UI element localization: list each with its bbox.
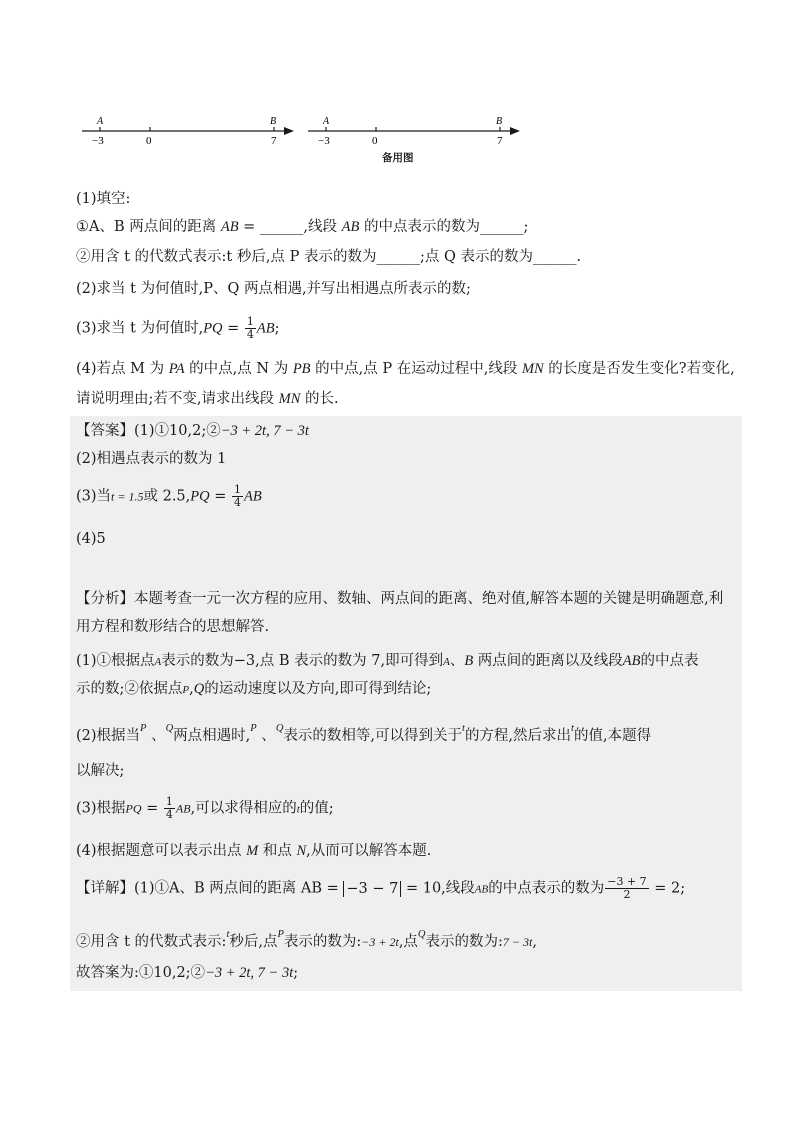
answer-part-4: (4)5 [76,531,106,547]
tick-label-b: 7 [497,135,503,147]
tick-label-zero: 0 [146,135,152,147]
number-line-2 [308,116,520,147]
question-part-3: (3)求当 t 为何值时,PQ = $\frac{1}{4}$ AB; [76,315,280,341]
question-part-1-heading: (1)填空: [76,191,131,207]
analysis-line-6: 以解决; [76,763,125,779]
analysis-line-5: (2)根据当$^P$ 、$^Q$两点相遇时,$^P$ 、$^Q$表示的数相等,可以得到关于$^t$的方程,然后求出$^t$的值,本题得 [76,723,652,744]
analysis-line-8: (4)根据题意可以表示出点 M 和点 N,从而可以解答本题. [76,843,432,859]
fraction: $\frac{1}{4}$ [233,483,241,509]
answer-part-2: (2)相遇点表示的数为 1 [76,451,227,467]
analysis-line-1: 【分析】本题考查一元一次方程的应用、数轴、两点间的距离、绝对值,解答本题的关键是明确题意,利 [76,591,724,607]
analysis-line-2: 用方程和数形结合的思想解答. [76,619,270,635]
answer-part-3: (3)当t = 1.5或 2.5,PQ = $\frac{1}{4}$ AB [76,483,262,509]
analysis-line-3: (1)①根据点A表示的数为−3,点 B 表示的数为 7,即可得到A、B 两点间的距离以及线段AB的中点表 [76,653,699,669]
fraction: $\frac{-3 + 7}{2}$ [607,875,647,901]
analysis-line-7: (3)根据PQ = $\frac{1}{4}$ AB,可以求得相应的t的值; [76,795,334,821]
figure-caption: 备用图 [382,152,414,164]
detail-line-2: ②用含 t 的代数式表示:$^t$秒后,点$^P$表示的数为:−3 + 2t,点$^Q$表示的数为:7 − 3t, [76,929,537,950]
fraction: $\frac{1}{4}$ [165,795,173,821]
detail-line-3: 故答案为:①10,2;②−3 + 2t, 7 − 3t; [76,965,299,981]
analysis-line-4: 示的数;②依据点P,Q的运动速度以及方向,即可得到结论; [76,681,432,697]
question-part-1-item-1: ①A、B 两点间的距离 AB = ______,线段 AB 的中点表示的数为______; [76,219,529,235]
point-a-label: A [323,116,330,127]
number-line-figure [76,112,536,152]
question-part-1-item-2: ②用含 t 的代数式表示:t 秒后,点 P 表示的数为______;点 Q 表示的数为______. [76,249,582,265]
question-part-4-line-1: (4)若点 M 为 PA 的中点,点 N 为 PB 的中点,点 P 在运动过程中,线段 MN 的长度是否发生变化?若变化, [76,361,735,377]
point-a-label: A [97,116,104,127]
point-b-label: B [270,116,277,127]
answer-part-1: 【答案】(1)①10,2;②−3 + 2t, 7 − 3t [76,423,309,439]
number-line-1 [82,116,294,147]
tick-label-a: −3 [318,135,330,147]
fraction: $\frac{1}{4}$ [246,315,254,341]
question-part-4-line-2: 请说明理由;若不变,请求出线段 MN 的长. [76,391,339,407]
question-part-2: (2)求当 t 为何值时,P、Q 两点相遇,并写出相遇点所表示的数; [76,281,471,297]
point-b-label: B [496,116,503,127]
tick-label-b: 7 [271,135,277,147]
tick-label-a: −3 [92,135,104,147]
detail-line-1: 【详解】(1)①A、B 两点间的距离 AB = −3 − 7 = 10,线段AB的中点表示的数为 $\frac{-3 + 7}{2}$ = 2; [76,875,686,901]
tick-label-zero: 0 [372,135,378,147]
